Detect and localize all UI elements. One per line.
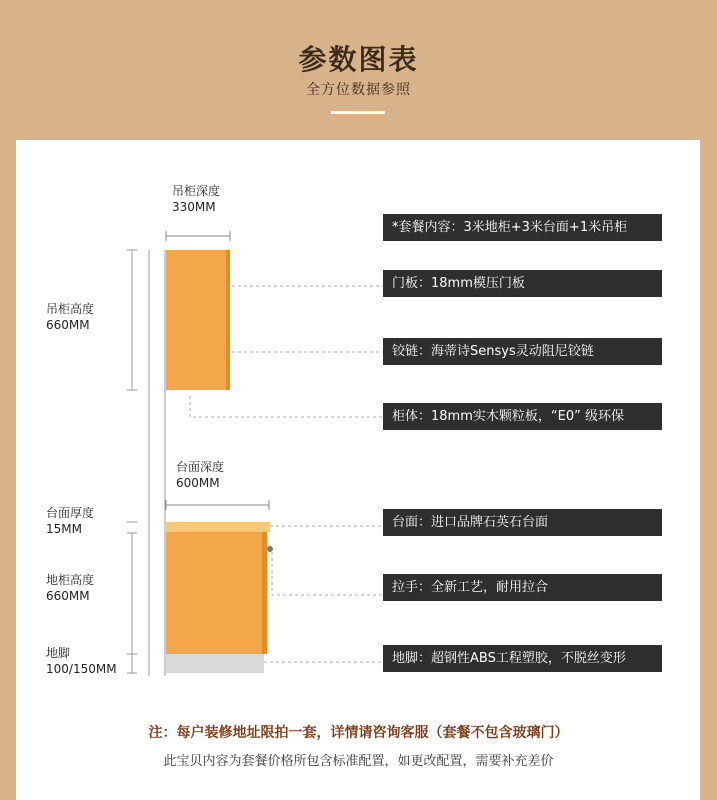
wall-height-label-text: 吊柜高度 [46,302,95,316]
spec-countertop: 台面：进口品牌石英石台面 [383,509,662,536]
title-underline [331,111,385,114]
counter-depth-value: 600MM [176,476,220,490]
page-subtitle: 全方位数据参照 [306,82,411,98]
footer-note: 注：每户装修地址限拍一套，详情请咨询客服（套餐不包含玻璃门） [148,725,569,741]
wall-depth-label-text: 吊柜深度 [172,184,221,198]
counter-thickness-value: 15MM [46,522,82,536]
counter-depth-label [176,459,224,491]
foot-label [46,645,117,677]
base-height-label-text: 地柜高度 [46,573,95,587]
spec-body: 柜体：18mm实木颗粒板，“E0” 级环保 [383,403,662,430]
counter-thickness-label-text: 台面厚度 [46,506,95,520]
base-height-value: 660MM [46,589,90,603]
wall-depth-label [172,183,220,215]
footer-subnote: 此宝贝内容为套餐价格所包含标准配置，如更改配置，需要补充差价 [163,754,554,769]
foot-label-text: 地脚 [46,646,71,660]
spec-foot: 地脚：超钢性ABS工程塑胶，不脱丝变形 [383,645,662,672]
page-title: 参数图表 [298,43,419,76]
foot-value: 100/150MM [46,662,117,676]
wall-height-value: 660MM [46,318,90,332]
base-height-label [46,572,94,604]
spec-door: 门板：18mm模压门板 [383,270,662,297]
wall-depth-value: 330MM [172,200,216,214]
spec-handle: 拉手：全新工艺，耐用拉合 [383,574,662,601]
wall-height-label [46,301,94,333]
spec-hinge: 铰链：海蒂诗Sensys灵动阻尼铰链 [383,338,662,365]
counter-depth-label-text: 台面深度 [176,460,225,474]
counter-thickness-label [46,505,94,537]
spec-package: *套餐内容：3米地柜+3米台面+1米吊柜 [383,214,662,241]
